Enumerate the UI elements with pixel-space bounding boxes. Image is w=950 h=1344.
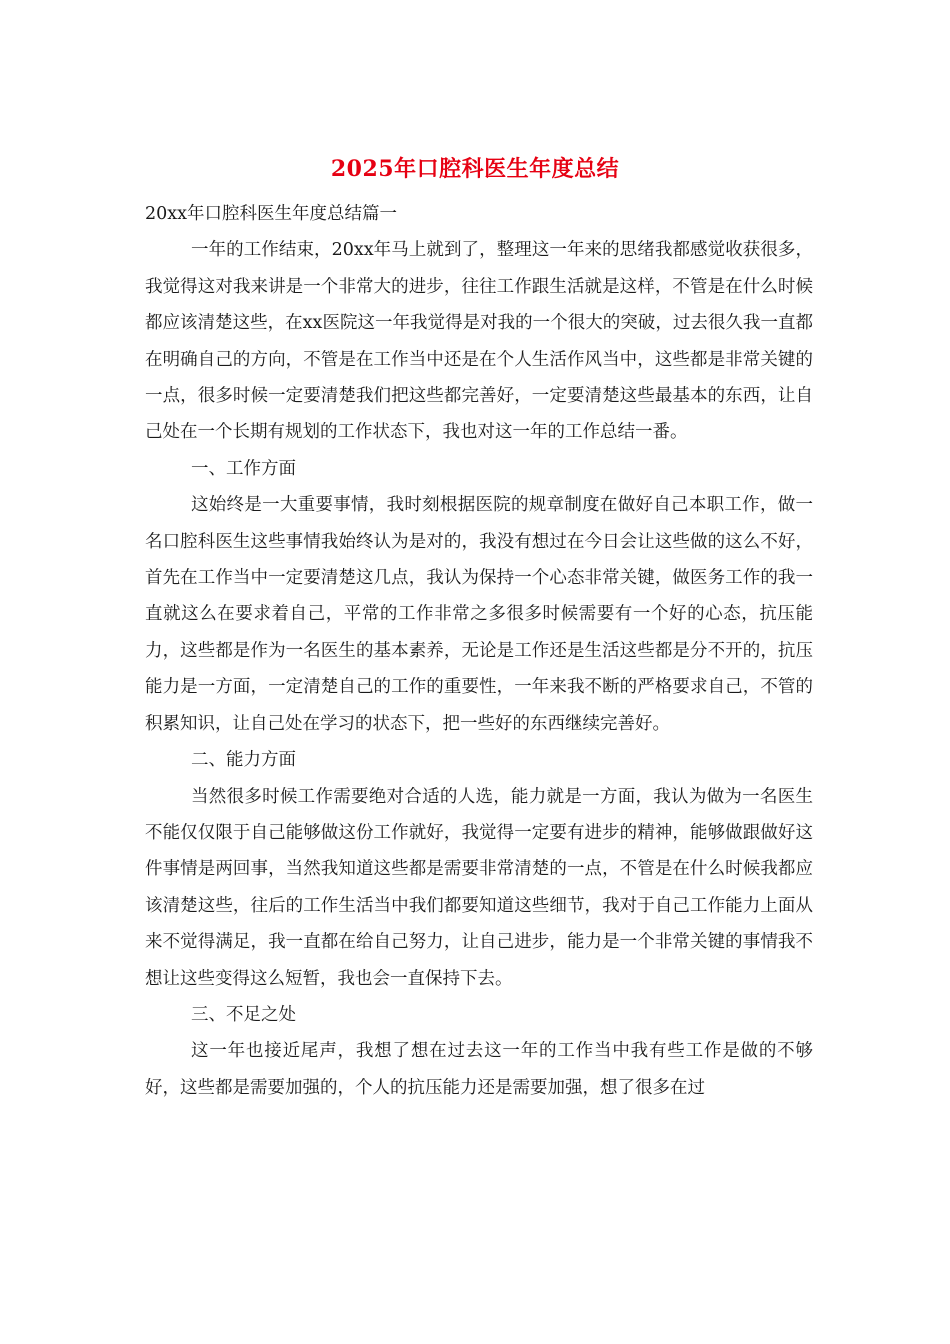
paragraph-intro: 一年的工作结束，20xx年马上就到了，整理这一年来的思绪我都感觉收获很多，我觉得这对我来讲是一个非常大的进步，往往工作跟生活就是这样，不管是在什么时候都应该清楚这些，在xx医院这一年我觉得是对我的一个很大的突破，过去很久我一直都在明确自己的方向，不管是在工作当中还是在个人生活作风当中，这些都是非常关键的一点，很多时候一定要清楚我们把这些都完善好，一定要清楚这些最基本的东西，让自己处在一个长期有规划的工作状态下，我也对这一年的工作总结一番。 bbox=[145, 240, 813, 443]
paragraph-shortcomings: 这一年也接近尾声，我想了想在过去这一年的工作当中我有些工作是做的不够好，这些都是需要加强的，个人的抗压能力还是需要加强，想了很多在过 bbox=[145, 1041, 813, 1098]
section-heading-shortcomings: 三、不足之处 bbox=[191, 1004, 296, 1025]
section-heading-work: 一、工作方面 bbox=[191, 458, 296, 479]
document-title: 2025年口腔科医生年度总结 bbox=[330, 156, 620, 182]
section-heading-ability: 二、能力方面 bbox=[191, 750, 296, 771]
document-body bbox=[145, 196, 813, 1106]
paragraph-work: 这始终是一大重要事情，我时刻根据医院的规章制度在做好自己本职工作，做一名口腔科医生这些事情我始终认为是对的，我没有想过在今日会让这些做的这么不好，首先在工作当中一定要清楚这几点，我认为保持一个心态非常关键，做医务工作的我一直就这么在要求着自己，平常的工作非常之多很多时候需要有一个好的心态，抗压能力，这些都是作为一名医生的基本素养，无论是工作还是生活这些都是分不开的，抗压能力是一方面，一定清楚自己的工作的重要性，一年来我不断的严格要求自己，不管的积累知识，让自己处在学习的状态下，把一些好的东西继续完善好。 bbox=[145, 495, 813, 734]
paragraph-ability: 当然很多时候工作需要绝对合适的人选，能力就是一方面，我认为做为一名医生不能仅仅限于自己能够做这份工作就好，我觉得一定要有进步的精神，能够做跟做好这件事情是两回事，当然我知道这些都是需要非常清楚的一点，不管是在什么时候我都应该清楚这些，往后的工作生活当中我们都要知道这些细节，我对于自己工作能力上面从来不觉得满足，我一直都在给自己努力，让自己进步，能力是一个非常关键的事情我不想让这些变得这么短暂，我也会一直保持下去。 bbox=[145, 786, 813, 989]
section-subtitle: 20xx年口腔科医生年度总结篇一 bbox=[145, 204, 398, 224]
